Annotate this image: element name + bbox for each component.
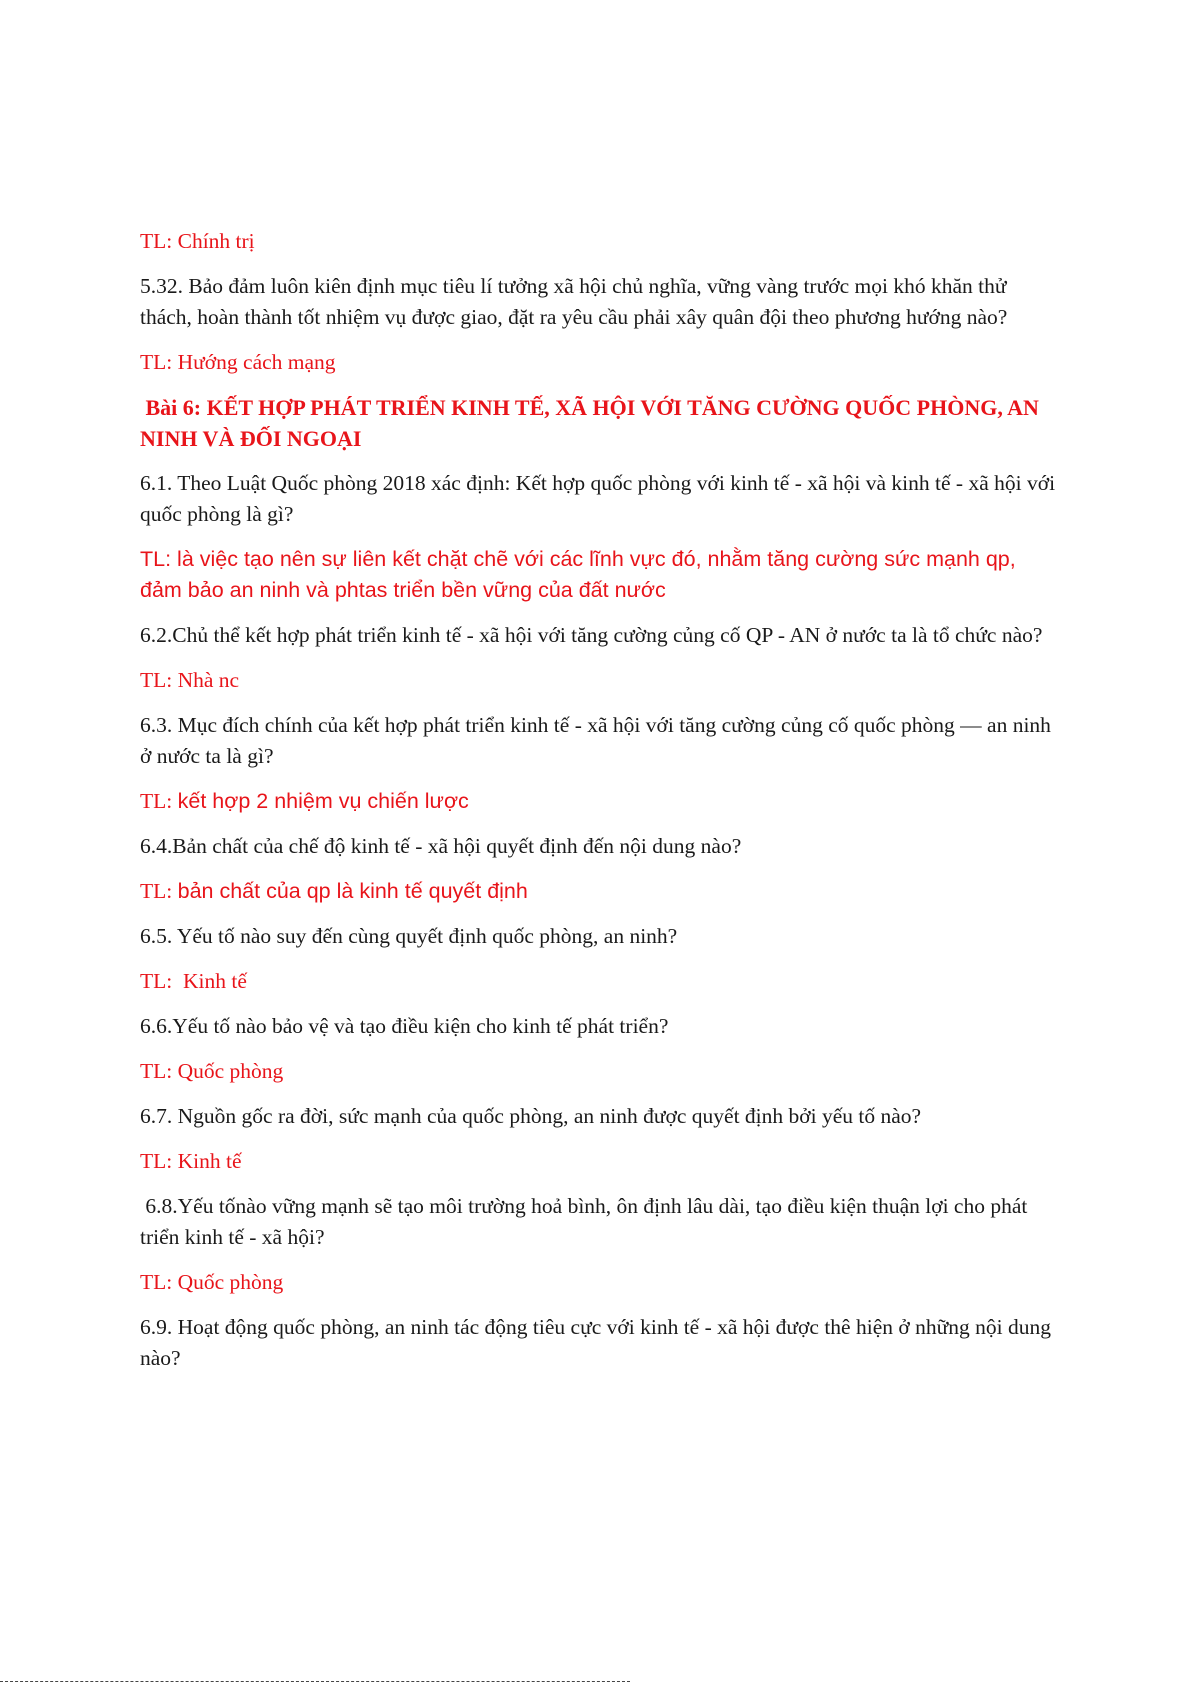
question-text: 6.9. Hoạt động quốc phòng, an ninh tác động tiêu cực với kinh tế - xã hội được thê hiện ở những nội dung nào? <box>140 1315 1051 1370</box>
answer-text: TL: Chính trị <box>140 229 255 253</box>
answer-prefix: TL: <box>140 789 178 813</box>
answer-text: TL: Nhà nc <box>140 668 240 692</box>
answer-text: TL: Kinh tế <box>140 1149 242 1173</box>
answer-text: TL: Quốc phòng <box>140 1059 284 1083</box>
question-text: 6.3. Mục đích chính của kết hợp phát triển kinh tế - xã hội với tăng cường củng cố quốc phòng — an ninh ở nước ta là gì? <box>140 713 1051 768</box>
answer-text: kết hợp 2 nhiệm vụ chiến lược <box>177 789 469 813</box>
answer-text: TL: Hướng cách mạng <box>140 350 336 374</box>
question-text: 6.5. Yếu tố nào suy đến cùng quyết định quốc phòng, an ninh? <box>140 924 678 948</box>
section-heading: Bài 6: KẾT HỢP PHÁT TRIỂN KINH TẾ, XÃ HỘI VỚI TĂNG CƯỜNG QUỐC PHÒNG, AN NINH VÀ ĐỐI NGOẠI <box>140 395 1045 451</box>
answer-line <box>140 876 1060 907</box>
answer-prefix: TL: <box>140 879 178 903</box>
page-bottom-divider <box>0 1681 630 1682</box>
answer-line <box>140 786 1060 817</box>
question-text: 6.1. Theo Luật Quốc phòng 2018 xác định: Kết hợp quốc phòng với kinh tế - xã hội và kinh tế - xã hội với quốc phòng là gì? <box>140 471 1056 526</box>
answer-text: TL: Quốc phòng <box>140 1270 284 1294</box>
question-text: 6.8.Yếu tốnào vững mạnh sẽ tạo môi trường hoả bình, ôn định lâu dài, tạo điều kiện thuận lợi cho phát triển kinh tế - xã hội? <box>140 1194 1033 1249</box>
question-text: 6.4.Bản chất của chế độ kinh tế - xã hội quyết định đến nội dung nào? <box>140 834 742 858</box>
answer-text: TL: Kinh tế <box>140 969 247 993</box>
question-text: 6.2.Chủ thể kết hợp phát triển kinh tế - xã hội với tăng cường củng cố QP - AN ở nước ta là tổ chức nào? <box>140 623 1043 647</box>
document-body <box>140 226 1060 1388</box>
question-text: 6.6.Yếu tố nào bảo vệ và tạo điều kiện cho kinh tế phát triển? <box>140 1014 669 1038</box>
question-text: 6.7. Nguồn gốc ra đời, sức mạnh của quốc phòng, an ninh được quyết định bởi yếu tố nào? <box>140 1104 922 1128</box>
answer-text: TL: là việc tạo nên sự liên kết chặt chẽ với các lĩnh vực đó, nhằm tăng cường sức mạnh qp, đảm bảo an ninh và phtas triển bền vững của đất nước <box>140 547 1016 602</box>
question-text: 5.32. Bảo đảm luôn kiên định mục tiêu lí tưởng xã hội chủ nghĩa, vững vàng trước mọi khó khăn thử thách, hoàn thành tốt nhiệm vụ được giao, đặt ra yêu cầu phải xây quân đội theo phương hướng nào? <box>140 274 1008 329</box>
answer-text: bản chất của qp là kinh tế quyết định <box>177 879 528 903</box>
